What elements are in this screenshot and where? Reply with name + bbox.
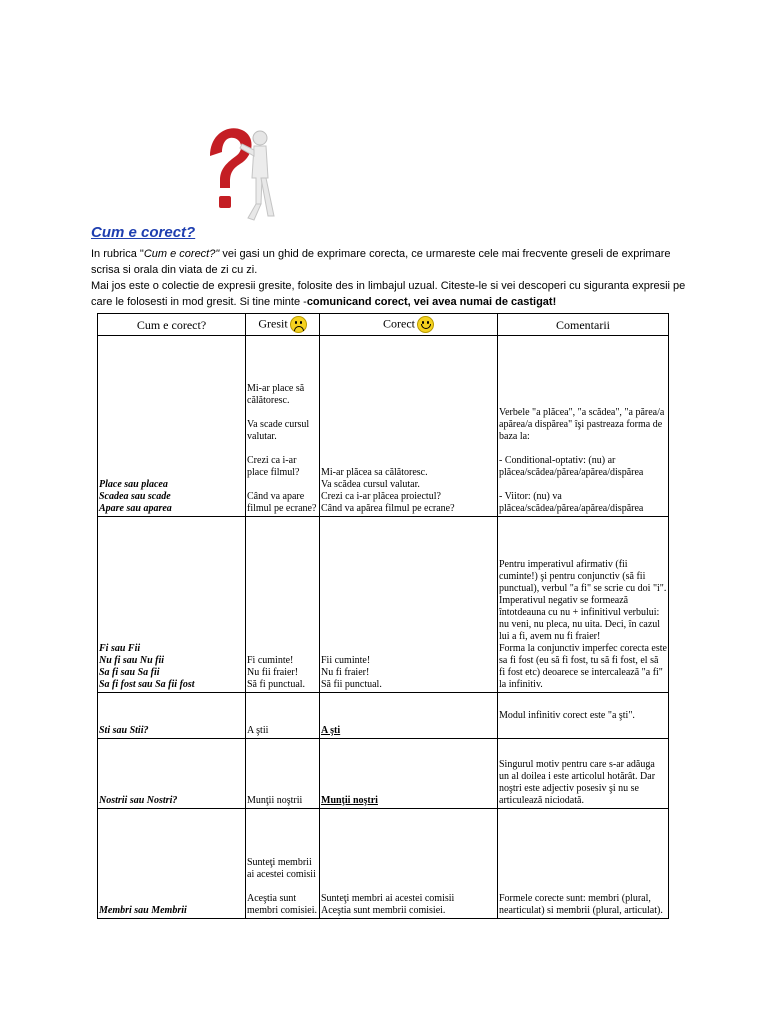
cell-correct: A şti: [320, 693, 498, 739]
question-man-logo: [198, 116, 278, 224]
cell-wrong: A ştii: [246, 693, 320, 739]
intro-paragraph-2: Mai jos este o colectie de expresii gresite, folosite des in limbajul uzual. Citeste-le si vei descoperi cu siguranta expresii pe care le folosesti in mod gresit. Si tine minte -comunicand corect, vei avea numai de castigat!: [91, 280, 686, 308]
cell-term: Fi sau Fii Nu fi sau Nu fii Sa fi sau Sa fii Sa fi fost sau Sa fii fost: [98, 517, 246, 693]
cell-comment: Formele corecte sunt: membri (plural, nearticulat) si membrii (plural, articulat).: [498, 809, 669, 919]
cell-correct: Munţii noştri: [320, 739, 498, 809]
intro-paragraph-1: In rubrica "Cum e corect?" vei gasi un ghid de exprimare corecta, ce urmareste cele mai frecvente greseli de exprimare scrisa si orala din viata de zi cu zi.: [91, 248, 671, 276]
cell-wrong: Munţii noştrii: [246, 739, 320, 809]
cell-comment: Pentru imperativul afirmativ (fii cuminte!) şi pentru conjunctiv (să fii punctual), verbul "a fi" se scrie cu doi "i". Imperativul negativ se formează întotdeauna cu nu + infinitivul verbului: nu veni, nu pleca, nu uita. Deci, în cazul lui a fi, avem nu fi fraier! Forma la conjunctiv imperfec corecta este sa fi fost (eu să fi fost, tu să fi fost, el să fi fost etc) deoarece se intercalează "a fi" la infinitiv.: [498, 517, 669, 693]
header-cum-e-corect: Cum e corect?: [98, 314, 246, 336]
table-row: [98, 739, 669, 809]
cell-correct: Sunteţi membri ai acestei comisii Aceştia sunt membrii comisiei.: [320, 809, 498, 919]
cell-correct: Fii cuminte! Nu fi fraier! Să fii punctual.: [320, 517, 498, 693]
sad-face-icon: [290, 316, 307, 333]
table-row: [98, 693, 669, 739]
cell-comment: Modul infinitiv corect este "a şti".: [498, 693, 669, 739]
cell-term: Place sau placea Scadea sau scade Apare sau aparea: [98, 336, 246, 517]
cell-term: Nostrii sau Nostri?: [98, 739, 246, 809]
cell-comment: Verbele "a plăcea", "a scădea", "a părea/a apărea/a dispărea" îşi pastreaza forma de baza la: - Conditional-optativ: (nu) ar plăcea/scădea/părea/apărea/dispărea - Viitor: (nu) va plăcea/scădea/părea/apărea/dispărea: [498, 336, 669, 517]
table-row: [98, 336, 669, 517]
table-row: [98, 809, 669, 919]
corrections-table: [97, 313, 669, 919]
table-header-row: [98, 314, 669, 336]
cell-term: Sti sau Stii?: [98, 693, 246, 739]
header-corect: Corect: [320, 314, 498, 336]
table-row: [98, 517, 669, 693]
cell-term: Membri sau Membrii: [98, 809, 246, 919]
intro-text: [91, 246, 691, 310]
happy-face-icon: [417, 316, 434, 333]
cell-wrong: Mi-ar place să călătoresc. Va scade cursul valutar. Crezi ca i-ar place filmul? Când va apare filmul pe ecrane?: [246, 336, 320, 517]
cell-wrong: Sunteţi membrii ai acestei comisii Aceştia sunt membri comisiei.: [246, 809, 320, 919]
header-gresit: Gresit: [246, 314, 320, 336]
cell-comment: Singurul motiv pentru care s-ar adăuga un al doilea i este articolul hotărât. Dar noştri este adjectiv posesiv şi nu se articulează niciodată.: [498, 739, 669, 809]
cell-wrong: Fi cuminte! Nu fii fraier! Să fi punctual.: [246, 517, 320, 693]
header-comentarii: Comentarii: [498, 314, 669, 336]
cell-correct: Mi-ar plăcea sa călătoresc. Va scădea cursul valutar. Crezi ca i-ar plăcea proiectul? Când va apărea filmul pe ecrane?: [320, 336, 498, 517]
page-title: Cum e corect?: [91, 224, 196, 241]
